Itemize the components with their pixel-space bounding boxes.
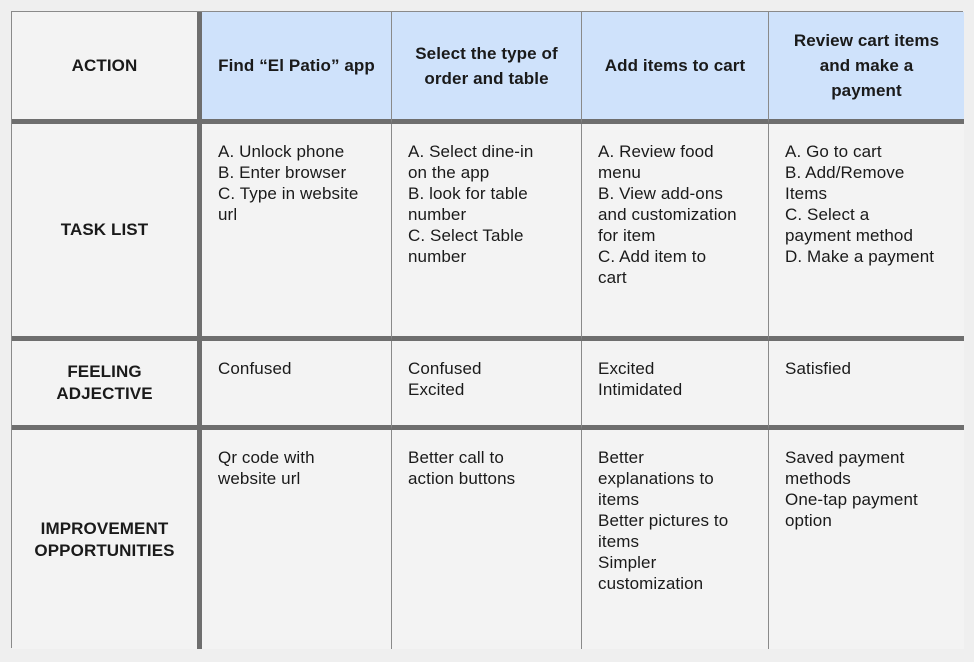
task-line: and customization (598, 205, 737, 224)
improvement-line: methods (785, 469, 851, 488)
task-list-cell-1 (202, 124, 392, 341)
task-line: C. Type in website (218, 184, 359, 203)
improvement-line: option (785, 511, 832, 530)
feeling-line: Confused (408, 359, 482, 378)
action-header-3: Add items to cart (582, 12, 769, 124)
improvement-line: items (598, 532, 640, 551)
task-line: number (408, 205, 467, 224)
task-line: Items (785, 184, 828, 203)
improvement-line: action buttons (408, 469, 516, 488)
task-line: url (218, 205, 238, 224)
task-line: on the app (408, 163, 490, 182)
row-label-task-list: TASK LIST (12, 124, 202, 341)
task-list-cell-4 (769, 124, 964, 341)
improvement-cell-3 (582, 430, 769, 649)
improvement-cell-2 (392, 430, 582, 649)
task-line: number (408, 247, 467, 266)
improvement-line: website url (218, 469, 301, 488)
task-line: B. Enter browser (218, 163, 347, 182)
task-line: A. Go to cart (785, 142, 882, 161)
task-line: B. look for table (408, 184, 528, 203)
feeling-cell-3 (582, 341, 769, 430)
task-line: C. Select Table (408, 226, 524, 245)
task-line: B. Add/Remove (785, 163, 905, 182)
action-header-4: Review cart items and make a payment (769, 12, 964, 124)
improvement-line: Qr code with (218, 448, 315, 467)
task-line: A. Select dine-in (408, 142, 534, 161)
improvement-line: Better call to (408, 448, 504, 467)
task-line: C. Add item to (598, 247, 707, 266)
feeling-line: Satisfied (785, 359, 852, 378)
task-line: C. Select a (785, 205, 870, 224)
task-line: A. Unlock phone (218, 142, 345, 161)
action-header-2: Select the type of order and table (392, 12, 582, 124)
improvement-line: explanations to (598, 469, 714, 488)
improvement-cell-4 (769, 430, 964, 649)
improvement-line: items (598, 490, 640, 509)
row-label-improvement-opportunities: IMPROVEMENT OPPORTUNITIES (12, 430, 202, 649)
action-header-1: Find “El Patio” app (202, 12, 392, 124)
improvement-line: Better (598, 448, 644, 467)
feeling-line: Intimidated (598, 380, 683, 399)
feeling-cell-2 (392, 341, 582, 430)
user-journey-table (11, 11, 963, 648)
task-list-cell-2 (392, 124, 582, 341)
task-line: for item (598, 226, 656, 245)
improvement-line: Better pictures to (598, 511, 729, 530)
feeling-line: Excited (598, 359, 655, 378)
task-line: A. Review food (598, 142, 714, 161)
improvement-line: customization (598, 574, 704, 593)
task-line: payment method (785, 226, 914, 245)
improvement-line: Saved payment (785, 448, 905, 467)
feeling-line: Confused (218, 359, 292, 378)
task-list-cell-3 (582, 124, 769, 341)
feeling-cell-1 (202, 341, 392, 430)
task-line: cart (598, 268, 627, 287)
row-label-action: ACTION (12, 12, 202, 124)
task-line: B. View add-ons (598, 184, 723, 203)
feeling-line: Excited (408, 380, 465, 399)
task-line: menu (598, 163, 641, 182)
task-line: D. Make a payment (785, 247, 935, 266)
feeling-cell-4 (769, 341, 964, 430)
improvement-line: Simpler (598, 553, 657, 572)
row-label-feeling-adjective: FEELING ADJECTIVE (12, 341, 202, 430)
improvement-line: One-tap payment (785, 490, 918, 509)
improvement-cell-1 (202, 430, 392, 649)
